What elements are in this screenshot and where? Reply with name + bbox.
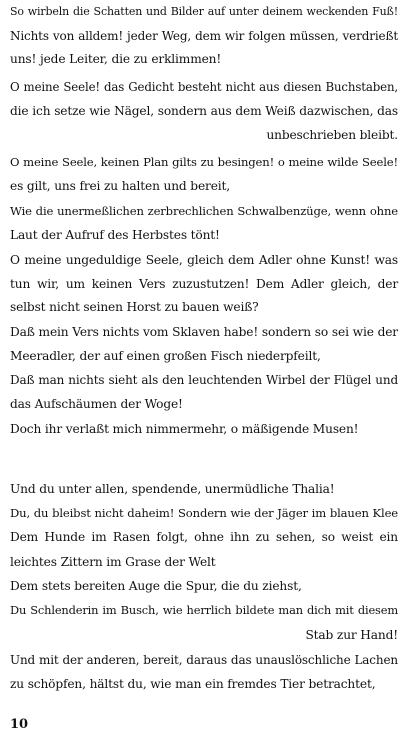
page-number: 10 xyxy=(10,717,29,732)
text-line-11: O meine ungeduldige Seele, gleich dem Adler ohne Kunst! was xyxy=(10,253,398,267)
text-line-13: selbst nicht seinen Horst zu bauen weiß? xyxy=(10,300,259,314)
text-line-25: Stab zur Hand! xyxy=(305,628,398,642)
text-line-12: tun wir, um keinen Vers zuzustutzen! Dem Adler gleich, der xyxy=(10,277,398,291)
text-line-21: Dem Hunde im Rasen folgt, ohne ihn zu sehen, so weist ein xyxy=(10,530,398,544)
text-line-26: Und mit der anderen, bereit, daraus das unauslöschliche Lachen xyxy=(10,653,398,667)
text-line-2: Nichts von alldem! jeder Weg, dem wir folgen müssen, verdrießt xyxy=(10,29,398,43)
text-line-22: leichtes Zittern im Grase der Welt xyxy=(10,555,216,569)
text-line-20: Du, du bleibst nicht daheim! Sondern wie der Jäger im blauen Klee xyxy=(10,506,398,520)
text-line-19: Und du unter allen, spendende, unermüdliche Thalia! xyxy=(10,482,335,496)
text-line-3: uns! jede Leiter, die zu erklimmen! xyxy=(10,52,222,66)
text-line-7: O meine Seele, keinen Plan gilts zu besingen! o meine wilde Seele! xyxy=(10,155,398,169)
text-line-4: O meine Seele! das Gedicht besteht nicht aus diesen Buchstaben, xyxy=(10,80,398,94)
text-line-8: es gilt, uns frei zu halten und bereit, xyxy=(10,179,230,193)
text-line-14: Daß mein Vers nichts vom Sklaven habe! sondern so sei wie der xyxy=(10,325,398,339)
text-line-9: Wie die unermeßlichen zerbrechlichen Schwalbenzüge, wenn ohne xyxy=(10,204,398,218)
text-line-5: die ich setze wie Nägel, sondern aus dem Weiß dazwischen, das xyxy=(10,104,398,118)
text-line-6: unbeschrieben bleibt. xyxy=(266,128,398,142)
text-line-16: Daß man nichts sieht als den leuchtenden Wirbel der Flügel und xyxy=(10,373,398,387)
text-line-24: Du Schlenderin im Busch, wie herrlich bildete man dich mit diesem xyxy=(10,603,398,617)
text-line-10: Laut der Aufruf des Herbstes tönt! xyxy=(10,228,220,242)
text-line-1: So wirbeln die Schatten und Bilder auf unter deinem weckenden Fuß! xyxy=(10,5,398,18)
text-line-15: Meeradler, der auf einen großen Fisch niederpfeilt, xyxy=(10,349,321,363)
text-line-23: Dem stets bereiten Auge die Spur, die du ziehst, xyxy=(10,579,302,593)
text-line-27: zu schöpfen, hältst du, wie man ein fremdes Tier betrachtet, xyxy=(10,677,376,691)
text-line-17: das Aufschäumen der Woge! xyxy=(10,397,183,411)
text-line-18: Doch ihr verlaßt mich nimmermehr, o mäßigende Musen! xyxy=(10,422,359,436)
